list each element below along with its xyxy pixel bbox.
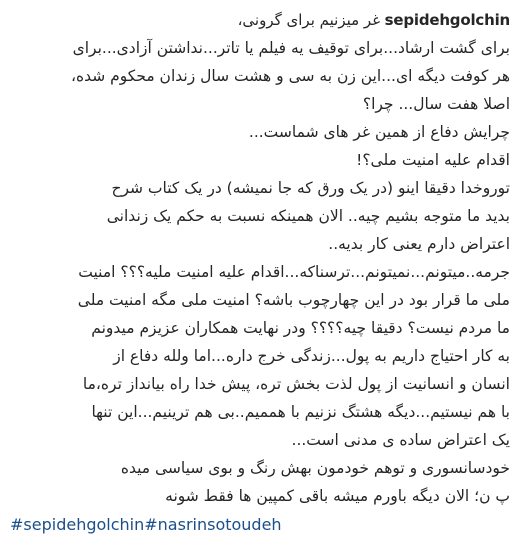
- caption-line: پ ن؛ الان دیگه باورم میشه باقی کمپین ها فقط شونه: [165, 487, 510, 505]
- caption-line: چرایش دفاع از همین غر های شماست...: [248, 123, 510, 141]
- caption-line: [10, 6, 510, 34]
- caption-line: ملی ما قرار بود در این چهارچوب باشه؟ امنیت ملی مگه امنیت ملی: [77, 291, 510, 309]
- hashtag-row: [10, 510, 510, 540]
- caption-line: با هم نیستیم...دیگه هشتگ نزنیم با هممیم..بی هم ترینیم...این تنها: [91, 403, 510, 421]
- hashtag-link[interactable]: #nasrinsotoudeh: [144, 515, 282, 534]
- caption-line: اصلا هفت سال... چرا؟: [362, 95, 510, 113]
- caption-line: جرمه..میتونم...نمیتونم...ترسناکه...اقدام علیه امنیت ملیه؟؟؟ امنیت: [78, 263, 510, 281]
- caption-line: اعتراض دارم یعنی کار بدیه..: [328, 235, 510, 253]
- caption-line: به کار احتیاج داریم به پول...زندگی خرج داره...اما ولله دفاع از: [113, 347, 510, 365]
- caption-text: غر میزنیم برای گرونی،: [237, 11, 381, 29]
- caption-line: خودسانسوری و توهم خودمون بهش رنگ و بوی سیاسی میده: [120, 459, 510, 477]
- caption-line: اقدام علیه امنیت ملی؟!: [356, 151, 510, 169]
- caption-line: توروخدا دقیقا اینو (در یک ورق که جا نمیشه) در یک کتاب شرح: [111, 179, 510, 197]
- caption-line: یک اعتراض ساده ی مدنی است...: [291, 431, 510, 449]
- caption-line: برای گشت ارشاد...برای توقیف یه فیلم یا تاتر...نداشتن آزادی...برای: [72, 39, 510, 57]
- hashtag-link[interactable]: #sepidehgolchin: [10, 515, 145, 534]
- username-link[interactable]: sepidehgolchin: [384, 11, 510, 29]
- caption-line: هر کوفت دیگه ای...این زن به سی و هشت سال زندان محکوم شده،: [70, 67, 510, 85]
- caption-line: بدید ما متوجه بشیم چیه.. الان همینکه نسبت به حکم یک زندانی: [106, 207, 510, 225]
- caption-line: ما مردم نیست؟ دقیقا چیه؟؟؟؟ ودر نهایت همکاران عزیزم میدونم: [91, 319, 510, 337]
- caption-line: انسان و انسانیت از پول لذت بخش تره، پیش خدا راه بیانداز تره،ما: [82, 375, 510, 393]
